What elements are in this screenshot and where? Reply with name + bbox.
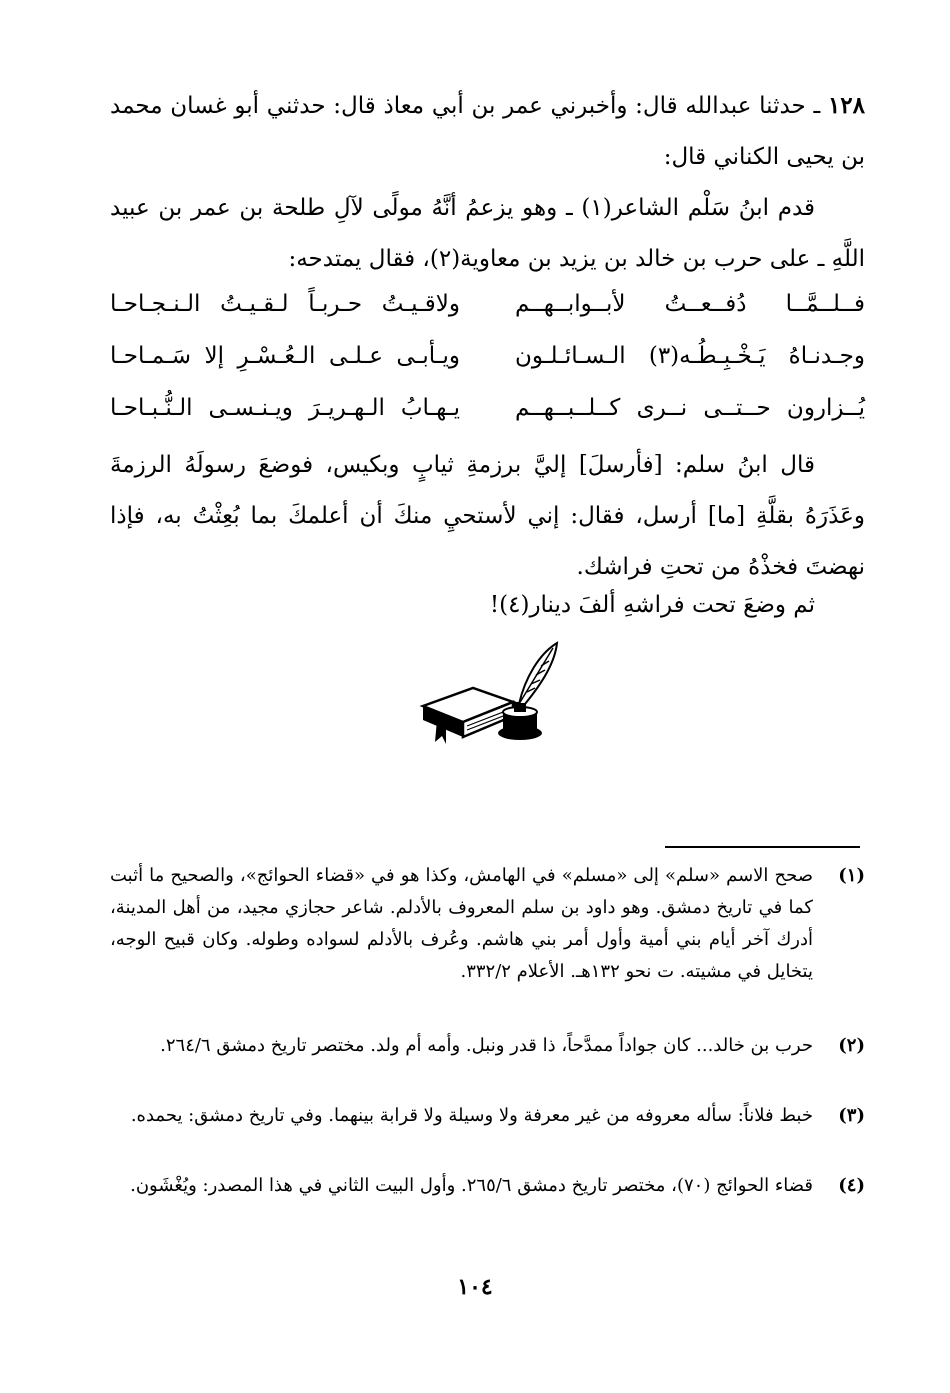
isnad-text: ـ حدثنا عبدالله قال: وأخبرني عمر بن أبي معاذ قال: حدثني أبو غسان محمد بن يحيى الكناني قال: bbox=[110, 93, 865, 170]
opening-paragraph bbox=[110, 80, 865, 183]
poem-verse bbox=[110, 382, 865, 434]
footnote-2 bbox=[110, 1030, 865, 1100]
footnote-text: خبط فلاناً: سأله معروفه من غير معرفة ولا وسيلة ولا قرابة بينهما. وفي تاريخ دمشق: يحمده. bbox=[130, 1105, 813, 1126]
verse-second-hemistich: ولاقـيـتُ حـربـاً لـقـيـتُ الـنـجـاحـا bbox=[110, 291, 460, 317]
footnote-text: صحح الاسم «سلم» إلى «مسلم» في الهامش، وكذا هو في «قضاء الحوائج»، والصحيح ما أثبت كما في تاريخ دمشق. وهو داود بن سلم المعروف بالأدلم. شاعر حجازي مجيد، من أهل المدينة، أدرك آخر أيام بني أمية وأول أمر بني هاشم. وعُرف بالأدلم لسواده وطوله. وكان قبيح الوجه، يتخايل في مشيته. ت نحو ١٣٢هـ. الأعلام ٣٣٢/٢. bbox=[110, 865, 813, 982]
footnote-text: حرب بن خالد... كان جواداً ممدَّحاً، ذا قدر ونبل. وأمه أم ولد. مختصر تاريخ دمشق ٢٦٤/٦. bbox=[160, 1035, 813, 1056]
footnote-marker: (٢) bbox=[838, 1035, 865, 1056]
poem bbox=[110, 278, 865, 434]
verse-first-hemistich: وجـدنـاهُ يَـخْـبِـطُـه(٣) الـسـائـلـون bbox=[515, 343, 865, 369]
poem-verse bbox=[110, 330, 865, 382]
footnote-marker: (٤) bbox=[838, 1175, 865, 1196]
continuation-paragraph: قال ابنُ سلم: [فأرسلَ] إليَّ برزمةِ ثيابٍ وبكيس، فوضعَ رسولَهُ الرزمةَ وعَذَرَهُ بقلَّةِ [ما] أرسل، فقال: إني لأستحيِ منكَ أن أعلمكَ بما بُعِثْتُ به، فإذا نهضتَ فخذْهُ من تحتِ فراشك. bbox=[110, 452, 865, 580]
book-quill-inkwell-icon bbox=[415, 640, 560, 750]
footnote-4 bbox=[110, 1170, 865, 1240]
footnote-marker: (٣) bbox=[838, 1105, 865, 1126]
page-number: ١٠٤ bbox=[457, 1274, 493, 1300]
verse-second-hemistich: ويـأبـى عـلـى الـعُـسْـرِ إلا سَـمـاحـا bbox=[110, 343, 460, 369]
footnote-marker: (١) bbox=[838, 865, 865, 886]
narrative-paragraph: قدم ابنُ سَلْم الشاعر(١) ـ وهو يزعمُ أنَّهُ مولًى لآلِ طلحة بن عمر بن عبيد اللَّهِ ـ على حرب بن خالد بن يزيد بن معاوية(٢)، فقال يمتدحه: bbox=[110, 195, 865, 272]
footnote-text: قضاء الحوائج (٧٠)، مختصر تاريخ دمشق ٢٦٥/٦. وأول البيت الثاني في هذا المصدر: ويُغْشَون. bbox=[130, 1175, 813, 1196]
verse-second-hemistich: يـهـابُ الـهـريـرَ ويـنـسـى الـنُّـبـاحـا bbox=[110, 395, 460, 421]
verse-first-hemistich: يُــزارون حــتــى نــرى كــلــبــهــم bbox=[515, 395, 865, 421]
poem-verse bbox=[110, 278, 865, 330]
footnotes bbox=[110, 860, 865, 1240]
item-number: ١٢٨ bbox=[827, 92, 865, 119]
footnote-1 bbox=[110, 860, 865, 1030]
verse-first-hemistich: فــلــمَّــا دُفــعــتُ لأبــوابــهــم bbox=[515, 291, 865, 317]
footnote-divider bbox=[665, 846, 860, 848]
ending-line: ثم وضعَ تحت فراشهِ ألفَ دينار(٤)! bbox=[489, 592, 815, 618]
footnote-3 bbox=[110, 1100, 865, 1170]
